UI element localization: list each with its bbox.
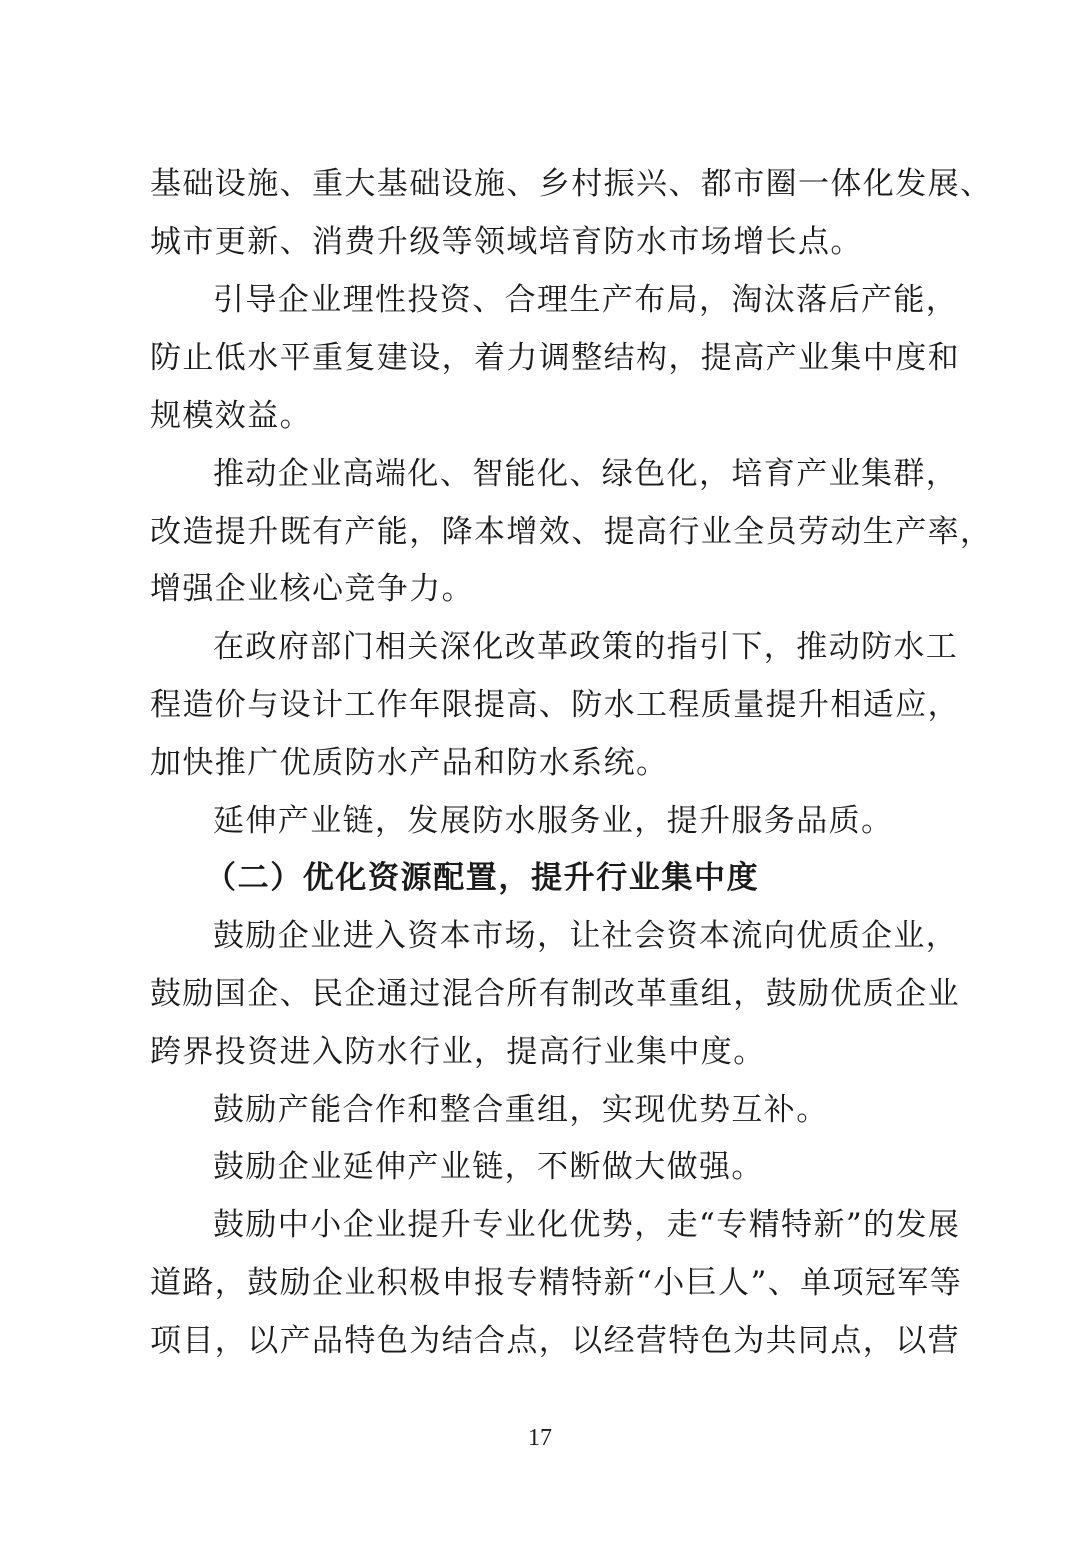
text-line: 鼓励中小企业提升专业化优势，走“专精特新”的发展 [213,1207,961,1243]
text-line: 推动企业高端化、智能化、绿色化，培育产业集群， [213,456,959,492]
text-line: 在政府部门相关深化改革政策的指引下，推动防水工 [213,629,959,665]
text-line: 道路，鼓励企业积极申报专精特新“小巨人”、单项冠军等 [150,1265,963,1301]
text-line: 规模效益。 [150,398,312,434]
text-line: 基础设施、重大基础设施、乡村振兴、都市圈一体化发展、 [150,166,993,202]
text-line: 鼓励产能合作和整合重组，实现优势互补。 [213,1092,829,1128]
text-line: 鼓励企业进入资本市场，让社会资本流向优质企业， [213,918,959,954]
text-line: 引导企业理性投资、合理生产布局，淘汰落后产能， [213,282,959,318]
text-line: 鼓励企业延伸产业链，不断做大做强。 [213,1149,764,1185]
text-line: 鼓励国企、民企通过混合所有制改革重组，鼓励优质企业 [150,976,960,1012]
text-line: 改造提升既有产能，降本增效、提高行业全员劳动生产率， [150,514,993,550]
text-line: 防止低水平重复建设，着力调整结构，提高产业集中度和 [150,340,960,376]
text-line: 城市更新、消费升级等领域培育防水市场增长点。 [150,224,863,260]
page-number: 17 [528,1425,552,1451]
text-line: 程造价与设计工作年限提高、防水工程质量提升相适应， [150,687,960,723]
section-heading: （二）优化资源配置，提升行业集中度 [205,860,760,896]
text-line: 加快推广优质防水产品和防水系统。 [150,745,669,781]
text-line: 增强企业核心竞争力。 [150,571,474,607]
text-line: 项目，以产品特色为结合点，以经营特色为共同点，以营 [150,1323,960,1359]
text-line: 跨界投资进入防水行业，提高行业集中度。 [150,1034,766,1070]
text-line: 延伸产业链，发展防水服务业，提升服务品质。 [213,803,894,839]
